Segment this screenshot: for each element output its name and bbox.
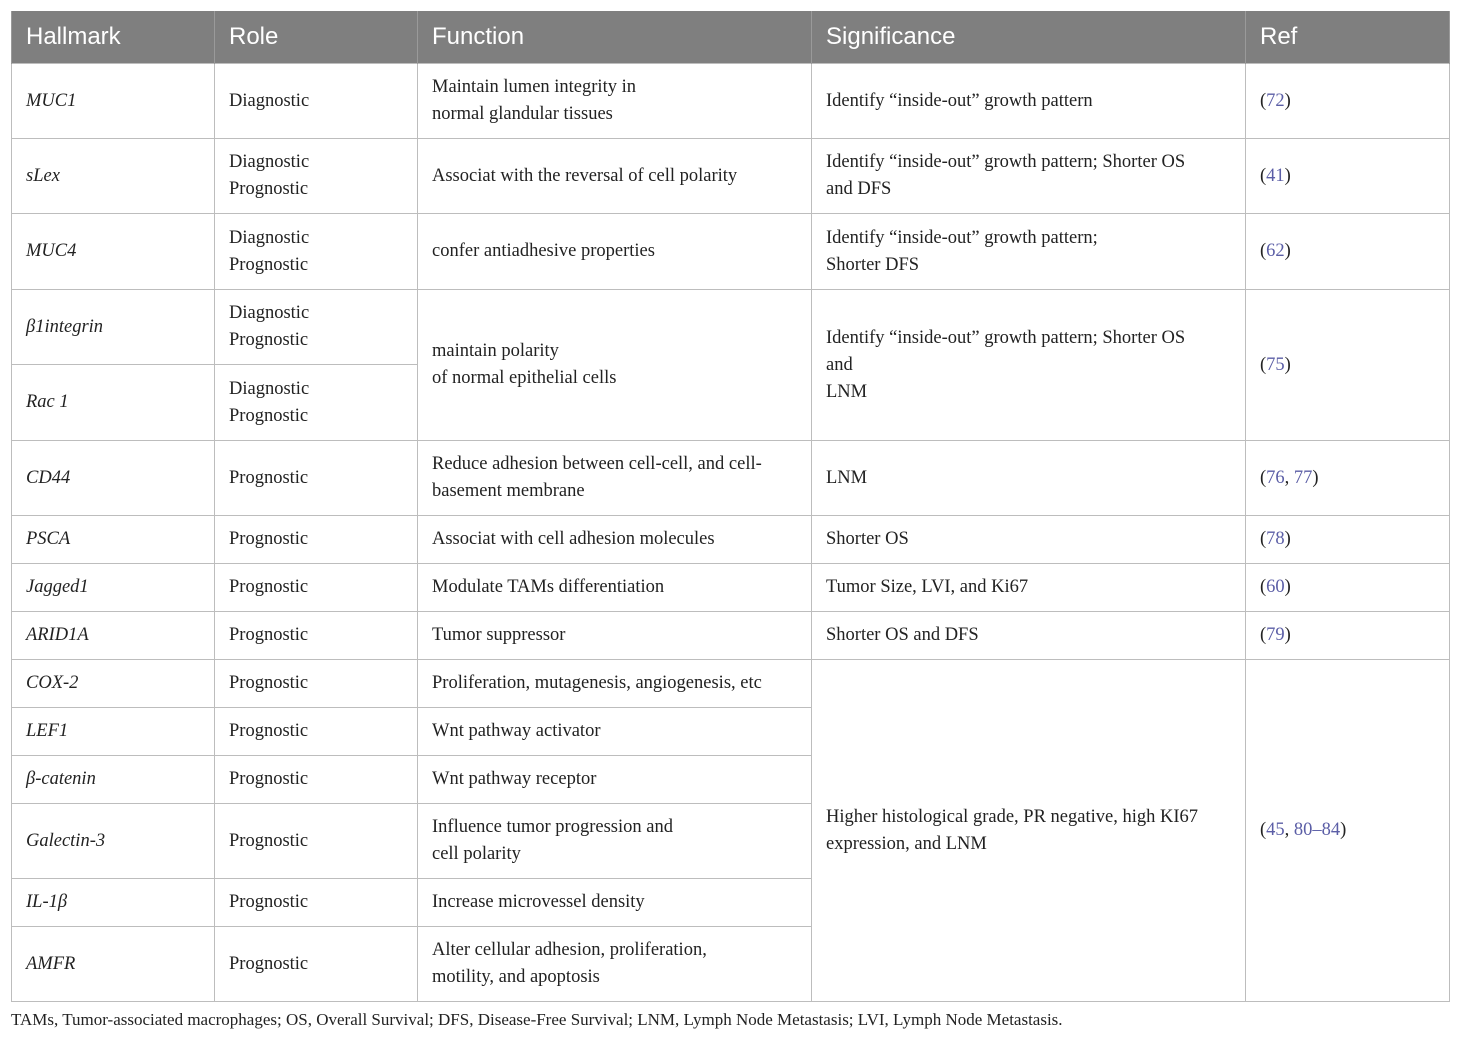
cell-line: Modulate TAMs differentiation: [432, 577, 665, 597]
ref-paren: ): [1284, 241, 1291, 261]
role-cell: [215, 441, 418, 516]
ref-link[interactable]: 77: [1293, 467, 1313, 488]
hallmark-cell: MUC1: [12, 64, 215, 139]
cell-line: Prognostic: [229, 892, 309, 912]
role-cell: [215, 139, 418, 214]
ref-paren: (: [1260, 354, 1267, 375]
table-row: [12, 139, 1450, 214]
cell-line: Identify “inside-out” growth pattern; Shorter OS: [826, 152, 1186, 172]
table-row: [12, 64, 1450, 139]
cell-line: Prognostic: [229, 467, 309, 488]
ref-separator: ,: [1284, 820, 1294, 840]
significance-cell: [812, 564, 1246, 612]
role-cell: [215, 804, 418, 879]
cell-line: Prognostic: [229, 953, 309, 974]
cell-line: Diagnostic: [229, 303, 310, 323]
function-cell: [418, 441, 812, 516]
ref-paren: ): [1284, 90, 1291, 111]
cell-line: Prognostic: [229, 673, 309, 693]
ref-cell: [1246, 612, 1450, 660]
cell-line: Diagnostic: [229, 90, 310, 111]
ref-paren: ): [1312, 467, 1319, 488]
col-header-hallmark: Hallmark: [12, 11, 215, 64]
cell-line: Wnt pathway receptor: [432, 769, 597, 789]
hallmark-cell: MUC4: [12, 214, 215, 290]
col-header-function: Function: [418, 11, 812, 64]
ref-link[interactable]: 80–84: [1293, 820, 1341, 840]
cell-line: of normal epithelial cells: [432, 368, 617, 388]
function-cell: [418, 64, 812, 139]
significance-cell: [812, 64, 1246, 139]
role-cell: [215, 516, 418, 564]
cell-line: Identify “inside-out” growth pattern;: [826, 227, 1098, 248]
cell-line: Tumor Size, LVI, and Ki67: [826, 577, 1029, 597]
function-cell: [418, 564, 812, 612]
ref-link[interactable]: 41: [1266, 165, 1285, 186]
cell-line: basement membrane: [432, 481, 585, 501]
ref-cell: [1246, 290, 1450, 441]
function-cell: [418, 708, 812, 756]
table-row: [12, 516, 1450, 564]
ref-paren: (: [1260, 90, 1267, 111]
significance-cell: [812, 290, 1246, 441]
ref-link[interactable]: 78: [1266, 529, 1285, 549]
hallmark-cell: Jagged1: [12, 564, 215, 612]
cell-line: Prognostic: [229, 179, 309, 199]
table-footnote: TAMs, Tumor-associated macrophages; OS, Overall Survival; DFS, Disease-Free Survival; LNM, Lymph Node Metastasis; LVI, Lymph Node Metastasis.: [11, 1010, 1063, 1029]
cell-line: maintain polarity: [432, 341, 559, 361]
cell-line: Identify “inside-out” growth pattern; Shorter OS: [826, 327, 1186, 348]
cell-line: Prognostic: [229, 529, 309, 549]
data-table: [11, 11, 1450, 1002]
table-row: [12, 612, 1450, 660]
ref-link[interactable]: 75: [1266, 354, 1285, 375]
function-cell: [418, 139, 812, 214]
ref-cell: [1246, 214, 1450, 290]
cell-line: Maintain lumen integrity in: [432, 77, 636, 97]
function-cell: [418, 516, 812, 564]
cell-line: Diagnostic: [229, 227, 310, 248]
ref-paren: ): [1284, 529, 1291, 549]
ref-paren: ): [1284, 577, 1291, 597]
significance-cell: [812, 660, 1246, 1002]
table-row: [12, 564, 1450, 612]
significance-cell: [812, 441, 1246, 516]
cell-line: Increase microvessel density: [432, 892, 645, 912]
ref-link[interactable]: 60: [1266, 577, 1285, 597]
function-cell: [418, 756, 812, 804]
cell-line: Shorter OS and DFS: [826, 625, 979, 645]
cell-line: Associat with cell adhesion molecules: [432, 529, 715, 549]
cell-line: Prognostic: [229, 254, 309, 275]
cell-line: Proliferation, mutagenesis, angiogenesis, etc: [432, 673, 762, 693]
cell-line: Prognostic: [229, 830, 309, 851]
cell-line: Prognostic: [229, 405, 309, 426]
table-row: [12, 290, 1450, 365]
role-cell: [215, 214, 418, 290]
role-cell: [215, 290, 418, 365]
header-row: [12, 11, 1450, 64]
hallmark-cell: CD44: [12, 441, 215, 516]
function-cell: [418, 290, 812, 441]
hallmark-cell: IL-1β: [12, 879, 215, 927]
function-cell: [418, 879, 812, 927]
ref-paren: ): [1340, 820, 1347, 840]
function-cell: [418, 660, 812, 708]
significance-cell: [812, 214, 1246, 290]
ref-paren: (: [1260, 241, 1267, 261]
col-header-role: Role: [215, 11, 418, 64]
cell-line: Diagnostic: [229, 378, 310, 399]
cell-line: Influence tumor progression and: [432, 817, 673, 837]
ref-cell: [1246, 564, 1450, 612]
cell-line: Tumor suppressor: [432, 625, 566, 645]
cell-line: confer antiadhesive properties: [432, 241, 655, 261]
role-cell: [215, 365, 418, 441]
ref-paren: ): [1284, 354, 1291, 375]
ref-link[interactable]: 62: [1266, 241, 1285, 261]
hallmark-cell: β-catenin: [12, 756, 215, 804]
table-row: [12, 660, 1450, 708]
function-cell: [418, 804, 812, 879]
role-cell: [215, 564, 418, 612]
cell-line: Associat with the reversal of cell polarity: [432, 165, 738, 186]
table-row: [12, 441, 1450, 516]
col-header-ref: Ref: [1246, 11, 1450, 64]
role-cell: [215, 756, 418, 804]
cell-line: Prognostic: [229, 721, 309, 741]
significance-cell: [812, 516, 1246, 564]
ref-link[interactable]: 79: [1266, 625, 1285, 645]
hallmark-cell: sLex: [12, 139, 215, 214]
significance-cell: [812, 612, 1246, 660]
ref-paren: (: [1260, 625, 1267, 645]
cell-line: and: [826, 354, 853, 375]
hallmark-cell: AMFR: [12, 927, 215, 1002]
cell-line: Prognostic: [229, 625, 309, 645]
ref-paren: (: [1260, 820, 1267, 840]
cell-line: Identify “inside-out” growth pattern: [826, 90, 1093, 111]
hallmark-cell: LEF1: [12, 708, 215, 756]
cell-line: expression, and LNM: [826, 833, 987, 854]
hallmark-cell: Rac 1: [12, 365, 215, 441]
ref-paren: (: [1260, 577, 1267, 597]
cell-line: Higher histological grade, PR negative, high KI67: [826, 806, 1198, 827]
cell-line: Shorter OS: [826, 529, 909, 549]
cell-line: Reduce adhesion between cell-cell, and cell-: [432, 454, 762, 474]
ref-link[interactable]: 76: [1266, 467, 1285, 488]
table-row: [12, 214, 1450, 290]
cell-line: cell polarity: [432, 844, 521, 864]
cell-line: Prognostic: [229, 769, 309, 789]
cell-line: Prognostic: [229, 577, 309, 597]
ref-cell: [1246, 64, 1450, 139]
hallmark-cell: PSCA: [12, 516, 215, 564]
function-cell: [418, 214, 812, 290]
cell-line: Diagnostic: [229, 152, 310, 172]
ref-cell: [1246, 660, 1450, 1002]
ref-paren: ): [1284, 625, 1291, 645]
hallmark-cell: ARID1A: [12, 612, 215, 660]
cell-line: Shorter DFS: [826, 254, 920, 275]
ref-paren: (: [1260, 529, 1267, 549]
ref-link[interactable]: 45: [1266, 820, 1285, 840]
ref-separator: ,: [1284, 467, 1294, 488]
cell-line: Prognostic: [229, 330, 309, 350]
hallmark-cell: Galectin-3: [12, 804, 215, 879]
cell-line: LNM: [826, 467, 868, 488]
role-cell: [215, 708, 418, 756]
ref-paren: ): [1284, 165, 1291, 186]
cell-line: Wnt pathway activator: [432, 721, 601, 741]
ref-paren: (: [1260, 467, 1267, 488]
ref-cell: [1246, 441, 1450, 516]
ref-cell: [1246, 139, 1450, 214]
significance-cell: [812, 139, 1246, 214]
role-cell: [215, 660, 418, 708]
cell-line: and DFS: [826, 179, 892, 199]
ref-link[interactable]: 72: [1266, 90, 1285, 111]
hallmark-cell: β1integrin: [12, 290, 215, 365]
role-cell: [215, 612, 418, 660]
role-cell: [215, 879, 418, 927]
hallmark-cell: COX-2: [12, 660, 215, 708]
role-cell: [215, 927, 418, 1002]
role-cell: [215, 64, 418, 139]
col-header-significance: Significance: [812, 11, 1246, 64]
ref-paren: (: [1260, 165, 1267, 186]
cell-line: normal glandular tissues: [432, 104, 613, 124]
cell-line: LNM: [826, 381, 868, 402]
function-cell: [418, 612, 812, 660]
cell-line: motility, and apoptosis: [432, 967, 600, 987]
ref-cell: [1246, 516, 1450, 564]
cell-line: Alter cellular adhesion, proliferation,: [432, 940, 707, 960]
function-cell: [418, 927, 812, 1002]
